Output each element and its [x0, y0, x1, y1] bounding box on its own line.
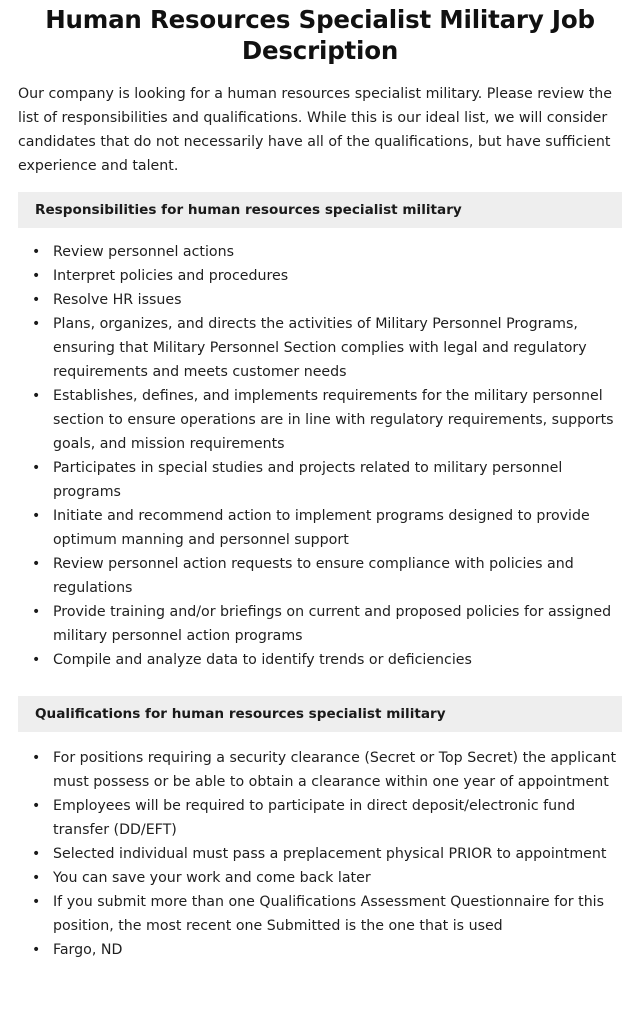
list-item: • Establishes, defines, and implements requirements for the military personnel section to ensure operations are in line with regulatory requirements, supports goals, and mission requirements [18, 384, 622, 456]
bullet-icon: • [32, 292, 41, 308]
list-item: • Resolve HR issues [18, 288, 622, 312]
list-item: • Interpret policies and procedures [18, 264, 622, 288]
list-item: • Participates in special studies and projects related to military personnel programs [18, 456, 622, 504]
bullet-icon: • [32, 750, 41, 766]
list-item: • Provide training and/or briefings on current and proposed policies for assigned military personnel action programs [18, 600, 622, 648]
list-item: • You can save your work and come back later [18, 866, 622, 890]
list-item: • Compile and analyze data to identify trends or deficiencies [18, 648, 622, 672]
bullet-icon: • [32, 556, 41, 572]
intro-paragraph: Our company is looking for a human resources specialist military. Please review the list of responsibilities and qualifications. While this is our ideal list, we will consider candidates that do not necessarily have all of the qualifications, but have sufficient experience and talent. [18, 86, 612, 174]
bullet-icon: • [32, 652, 41, 668]
list-item: • Initiate and recommend action to implement programs designed to provide optimum manning and personnel support [18, 504, 622, 552]
bullet-icon: • [32, 604, 41, 620]
bullet-icon: • [32, 942, 41, 958]
bullet-icon: • [32, 316, 41, 332]
bullet-icon: • [32, 268, 41, 284]
page-title: Human Resources Specialist Military Job Description [45, 5, 595, 65]
responsibilities-heading: Responsibilities for human resources specialist military [18, 192, 622, 228]
qualifications-list [18, 746, 622, 962]
qualifications-heading: Qualifications for human resources specialist military [18, 696, 622, 732]
list-item: • Fargo, ND [18, 938, 622, 962]
bullet-icon: • [32, 798, 41, 814]
bullet-icon: • [32, 244, 41, 260]
list-item: • Selected individual must pass a preplacement physical PRIOR to appointment [18, 842, 622, 866]
list-item: • For positions requiring a security clearance (Secret or Top Secret) the applicant must possess or be able to obtain a clearance within one year of appointment [18, 746, 622, 794]
list-item: • Review personnel actions [18, 240, 622, 264]
bullet-icon: • [32, 870, 41, 886]
list-item: • Employees will be required to participate in direct deposit/electronic fund transfer (DD/EFT) [18, 794, 622, 842]
bullet-icon: • [32, 388, 41, 404]
bullet-icon: • [32, 894, 41, 910]
bullet-icon: • [32, 846, 41, 862]
list-item: • Review personnel action requests to ensure compliance with policies and regulations [18, 552, 622, 600]
list-item: • Plans, organizes, and directs the activities of Military Personnel Programs, ensuring that Military Personnel Section complies with legal and regulatory requirements and meets customer needs [18, 312, 622, 384]
responsibilities-list [18, 240, 622, 672]
bullet-icon: • [32, 460, 41, 476]
bullet-icon: • [32, 508, 41, 524]
list-item: • If you submit more than one Qualifications Assessment Questionnaire for this position, the most recent one Submitted is the one that is used [18, 890, 622, 938]
